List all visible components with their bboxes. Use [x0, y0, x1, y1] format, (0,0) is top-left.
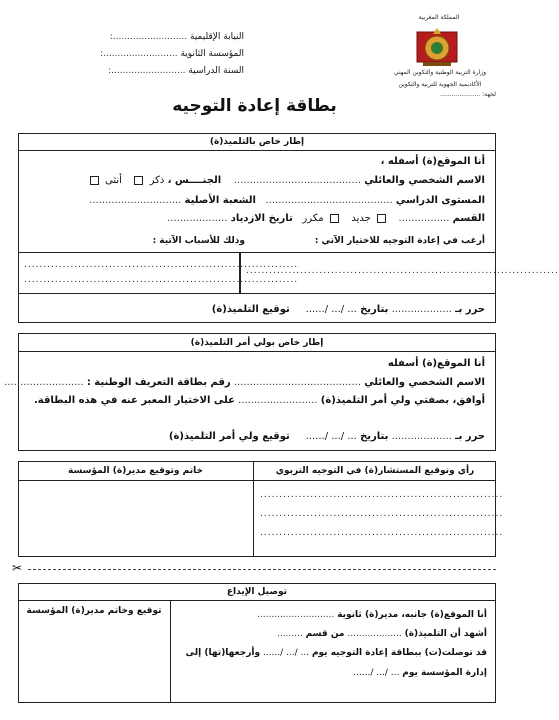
receipt-heading: توصيل الإيداع — [226, 587, 288, 597]
receipt-line3-prefix: قد توصلت(ت) ببطاقة إعادة التوجيه يوم — [311, 648, 487, 658]
s1-branch-dots[interactable]: ............................. — [89, 195, 182, 206]
s2-date-label: بتاريخ — [360, 431, 389, 442]
receipt-line2 — [277, 629, 487, 639]
s1-wish-dotline: ................................................................................. — [246, 266, 559, 276]
s2-agree-row — [34, 395, 485, 406]
s1-signature-row — [212, 304, 485, 315]
s2-cin-dots[interactable]: ......................... — [4, 377, 84, 388]
student-section-divider — [18, 150, 496, 151]
s2-cin-label: رقم بطاقة التعريف الوطنية : — [86, 377, 231, 388]
receipt-column-divider — [170, 600, 171, 703]
header-regional-dots: ..........................: — [109, 32, 188, 42]
s2-name-row — [4, 377, 485, 388]
s2-agree-prefix: أوافق، بصفتي ولي أمر التلميذ(ة) — [320, 395, 485, 406]
director-heading: خاتم وتوقيع مدير(ة) المؤسسة — [68, 466, 203, 476]
header-year-dots: ..........................: — [108, 66, 186, 76]
coat-of-arms-logo — [415, 26, 459, 68]
receipt-line2-dots2[interactable]: ......... — [276, 629, 303, 639]
counselor-dotline3[interactable]: ............................................................... — [260, 528, 504, 538]
s1-male-label: ذكر — [149, 175, 165, 186]
s1-repeat-checkbox[interactable] — [330, 214, 339, 223]
s1-reasons-box[interactable] — [18, 252, 299, 294]
receipt-director-sign: توقيع وخاتم مدير(ة) المؤسسة — [26, 606, 162, 616]
s1-repeat-label: مكرر — [302, 213, 324, 224]
s1-name-label: الاسم الشخصي والعائلي — [364, 175, 485, 186]
s2-signature-row — [169, 431, 485, 442]
header-line-year — [22, 66, 244, 76]
receipt-line2-dots[interactable]: ................... — [347, 629, 402, 639]
s1-class-row — [167, 213, 485, 224]
s2-agree-dots[interactable]: ......................... — [238, 395, 318, 406]
header-year-label: السنة الدراسية — [188, 66, 244, 76]
s1-new-checkbox[interactable] — [377, 214, 386, 223]
s1-new-label: جديد — [351, 213, 371, 224]
s1-level-label: المستوى الدراسي — [395, 195, 485, 206]
s1-male-checkbox[interactable] — [134, 176, 143, 185]
receipt-line1 — [257, 610, 487, 620]
s2-agree-suffix: على الاختيار المعبر عنه في هذه البطاقة. — [33, 395, 235, 406]
logo-caption-lower — [384, 69, 496, 99]
receipt-line3-date[interactable]: ... /... /...... — [262, 648, 310, 658]
s1-class-dots[interactable]: ................ — [398, 213, 450, 224]
counselor-dotline1[interactable]: ............................................................... — [260, 490, 504, 500]
receipt-line3-suffix: وأرجعها(تها) إلى — [185, 648, 261, 658]
s1-gender-label: الجنــــس ، — [167, 175, 222, 186]
receipt-line3 — [186, 648, 487, 658]
guardian-section-heading: إطار خاص بولي أمر التلميذ(ة) — [190, 338, 324, 348]
receipt-line4-date[interactable]: ... /... /...... — [353, 668, 400, 678]
s1-done-at-label: حرر بـ — [455, 304, 485, 315]
s1-sign-label: توقيع التلميذ(ة) — [211, 304, 290, 315]
s2-name-dots[interactable]: ........................................ — [233, 377, 361, 388]
s2-name-label: الاسم الشخصي والعائلي — [364, 377, 485, 388]
receipt-header-divider — [18, 600, 496, 601]
s1-level-dots[interactable]: ........................................ — [265, 195, 393, 206]
s1-class-label: القسم — [452, 213, 485, 224]
s1-dob-label: تاريخ الازدياد — [230, 213, 293, 224]
receipt-line2-mid: من قسم — [305, 629, 345, 639]
header-school-label: المؤسسة الثانوية — [180, 49, 244, 59]
logo-caption-kingdom: المملكة المغربية — [418, 14, 460, 21]
logo-caption — [380, 14, 498, 22]
header-line-school — [22, 49, 244, 59]
s1-reasons-dotline2: ....................................................................... — [24, 275, 299, 285]
s2-date-dots[interactable]: ... /... /...... — [305, 431, 357, 442]
receipt-line1-prefix: أنا الموقع(ة) جانبه، مدير(ة) ثانوية — [337, 610, 487, 620]
receipt-line1-dots[interactable]: ........................... — [257, 610, 335, 620]
logo-caption-ministry: وزارة التربية الوطنية والتكوين المهني — [393, 69, 487, 76]
s1-female-checkbox[interactable] — [90, 176, 99, 185]
s1-done-at-dots[interactable]: ................... — [391, 304, 452, 315]
page-title: بطاقة إعادة التوجيه — [172, 96, 337, 116]
counselor-heading: رأي وتوقيع المستشار(ة) في التوجيه التربوي — [275, 466, 475, 476]
s1-level-row — [89, 195, 485, 206]
receipt-line4-prefix: إدارة المؤسسة يوم — [402, 668, 487, 678]
s1-branch-label: الشعبة الأصلية — [184, 195, 256, 206]
s2-sign-label: توقيع ولي أمر التلميذ(ة) — [168, 431, 290, 442]
receipt-line2-prefix: أشهد أن التلميذ(ة) — [404, 629, 487, 639]
receipt-line4 — [353, 668, 487, 678]
header-regional-label: النيابة الإقليمية — [190, 32, 244, 42]
s1-date-dots[interactable]: ... /... /...... — [305, 304, 357, 315]
s1-dob-dots[interactable]: ................... — [167, 213, 228, 224]
guardian-section-divider — [18, 351, 496, 352]
s1-name-row — [87, 175, 485, 186]
s1-line1: أنا الموقع(ة) أسفله ، — [380, 156, 485, 167]
s1-name-dots[interactable]: ........................................ — [233, 175, 361, 186]
header-school-dots: ..........................: — [100, 49, 178, 59]
approvals-header-divider — [18, 480, 496, 481]
s1-reasons-label: وذلك للأسباب الآتية : — [152, 236, 245, 246]
s1-female-label: أنثى — [104, 175, 122, 186]
s1-date-label: بتاريخ — [360, 304, 389, 315]
logo-caption-region-dots: ..................... — [440, 91, 481, 98]
s2-line1: أنا الموقع(ة) أسفله — [387, 358, 485, 369]
cut-line — [28, 569, 496, 570]
s1-wish-label: أرغب في إعادة التوجيه للاختيار الآتي : — [314, 236, 485, 246]
s2-done-at-label: حرر بـ — [455, 431, 485, 442]
student-section-heading: إطار خاص بالتلميذ(ة) — [209, 137, 305, 147]
receipt-section — [18, 583, 496, 703]
logo-caption-region-label: لجهة: — [482, 91, 496, 98]
s2-done-at-dots[interactable]: ................... — [391, 431, 452, 442]
header-line-regional — [22, 32, 244, 42]
logo-caption-academy: الأكاديمية الجهوية للتربية والتكوين — [398, 81, 482, 88]
scissors-icon: ✂ — [12, 561, 23, 575]
s1-reasons-dotline1: ....................................................................... — [24, 260, 299, 270]
counselor-dotline2[interactable]: ............................................................... — [260, 509, 504, 519]
